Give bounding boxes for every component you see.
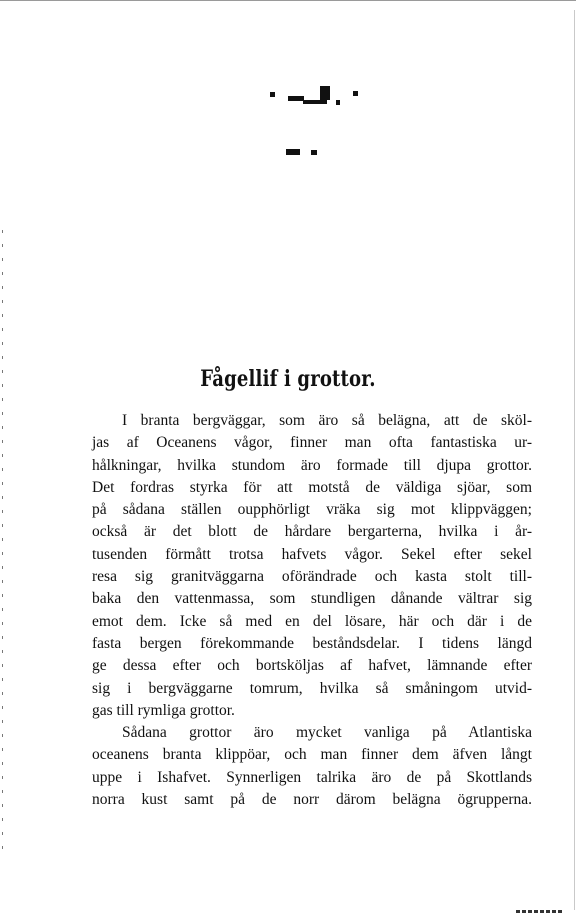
text-line: tusenden förmått trotsa hafvets vågor. Sekel efter sekel <box>92 545 532 563</box>
text-line: oceanens branta klippöar, och man finner dem äfven långt <box>92 746 532 764</box>
text-line: hålkningar, hvilka stundom äro formade till djupa grottor. <box>92 456 532 474</box>
chapter-title: Fågellif i grottor. <box>200 366 376 392</box>
text-line: gas till rymliga grottor. <box>92 701 235 719</box>
text-line: jas af Oceanens vågor, finner man ofta fantastiska ur- <box>92 434 532 452</box>
text-line: I branta bergväggar, som äro så belägna, att de sköl- <box>122 412 532 429</box>
text-line: norra kust samt på de norr därom belägna ögrupperna. <box>92 791 532 809</box>
left-margin-edge <box>2 230 3 850</box>
text-line: på sådana ställen oupphörligt vräka sig mot klippväggen; <box>92 501 532 519</box>
text-line: fasta bergen förekommande beståndsdelar. I tidens längd <box>92 634 532 652</box>
bottom-scan-mark <box>516 910 562 913</box>
text-line: ge dessa efter och bortsköljas af hafvet, lämnande efter <box>92 657 532 675</box>
body-text <box>92 410 532 811</box>
text-line: också är det blott de hårdare bergarterna, hvilka i år- <box>92 523 532 541</box>
text-line: uppe i Ishafvet. Synnerligen talrika äro de på Skottlands <box>92 768 532 786</box>
text-line: Det fordras styrka för att motstå de väldiga sjöar, som <box>92 478 532 496</box>
text-line: resa sig granitväggarna oförändrade och kasta stolt till- <box>92 568 532 586</box>
paragraph <box>92 722 532 811</box>
right-margin-edge <box>574 10 575 910</box>
text-line: baka den vattenmassa, som stundligen dånande vältrar sig <box>92 590 532 608</box>
text-line: emot dem. Icke så med en del lösare, här och där i de <box>92 612 532 630</box>
text-line: sig i bergväggarne tomrum, hvilka så småningom utvid- <box>92 679 532 697</box>
text-line: Sådana grottor äro mycket vanliga på Atlantiska <box>122 724 532 742</box>
paragraph <box>92 410 532 722</box>
top-border-line <box>0 0 576 1</box>
